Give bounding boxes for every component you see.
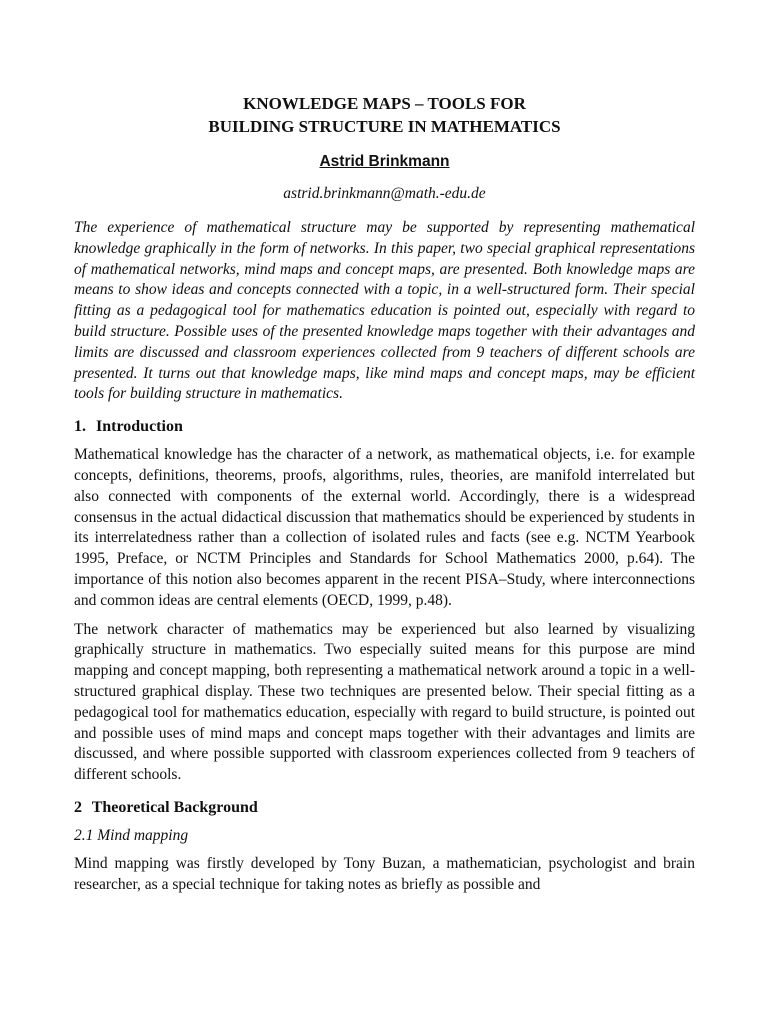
- section-number: 1.: [74, 418, 86, 436]
- paper-title: [74, 92, 695, 138]
- author-email: astrid.brinkmann@math.-edu.de: [283, 185, 486, 202]
- title-line-1: KNOWLEDGE MAPS – TOOLS FOR: [243, 94, 526, 113]
- section-number: 2: [74, 798, 82, 816]
- section-heading-introduction: [74, 417, 695, 437]
- title-line-2: BUILDING STRUCTURE IN MATHEMATICS: [208, 117, 561, 136]
- abstract: The experience of mathematical structure may be supported by representing mathematical knowledge graphically in the form of networks. In this paper, two special graphical representations of mathematical networks, mind maps and concept maps, are presented. Both knowledge maps are means to show ideas and concepts connected with a topic, in a well-structured form. Their special fitting as a pedagogical tool for mathematics education is pointed out, especially with regard to build structure. Possible uses of the presented knowledge maps together with their advantages and limits are discussed and classroom experiences collected from 9 teachers of different schools are presented. It turns out that knowledge maps, like mind maps and concept maps, may be efficient tools for building structure in mathematics.: [74, 219, 695, 403]
- paragraph: Mind mapping was firstly developed by Tony Buzan, a mathematician, psychologist and brain researcher, as a special technique for taking notes as briefly as possible and: [74, 854, 695, 893]
- author-name: Astrid Brinkmann: [319, 153, 450, 170]
- subsection-heading-mind-mapping: 2.1 Mind mapping: [74, 826, 189, 844]
- section-heading-theoretical-background: [74, 798, 695, 818]
- section-title: Theoretical Background: [91, 798, 258, 816]
- paragraph: Mathematical knowledge has the character of a network, as mathematical objects, i.e. for example concepts, definitions, theorems, proofs, algorithms, rules, theories, are manifold interrelated but also connected with components of the external world. Accordingly, there is a widespread consensus in the actual didactical discussion that mathematics should be experienced by students in its interrelatedness rather than a collection of isolated rules and facts (see e.g. NCTM Yearbook 1995, Preface, or NCTM Principles and Standards for School Mathematics 2000, p.64). The importance of this notion also becomes apparent in the recent PISA–Study, where interconnections and common ideas are central elements (OECD, 1999, p.48).: [74, 446, 695, 609]
- paragraph: The network character of mathematics may be experienced but also learned by visualizing graphically structure in mathematics. Two especially suited means for this purpose are mind mapping and concept mapping, both representing a mathematical network around a topic in a well-structured graphical display. These two techniques are presented below. Their special fitting as a pedagogical tool for mathematics education, especially with regard to build structure, is pointed out and possible uses of mind maps and concept maps together with their advantages and limits are discussed, and where possible supported with classroom experiences collected from 9 teachers of different schools.: [74, 620, 695, 784]
- paper-page: [74, 92, 695, 904]
- section-title: Introduction: [96, 418, 183, 436]
